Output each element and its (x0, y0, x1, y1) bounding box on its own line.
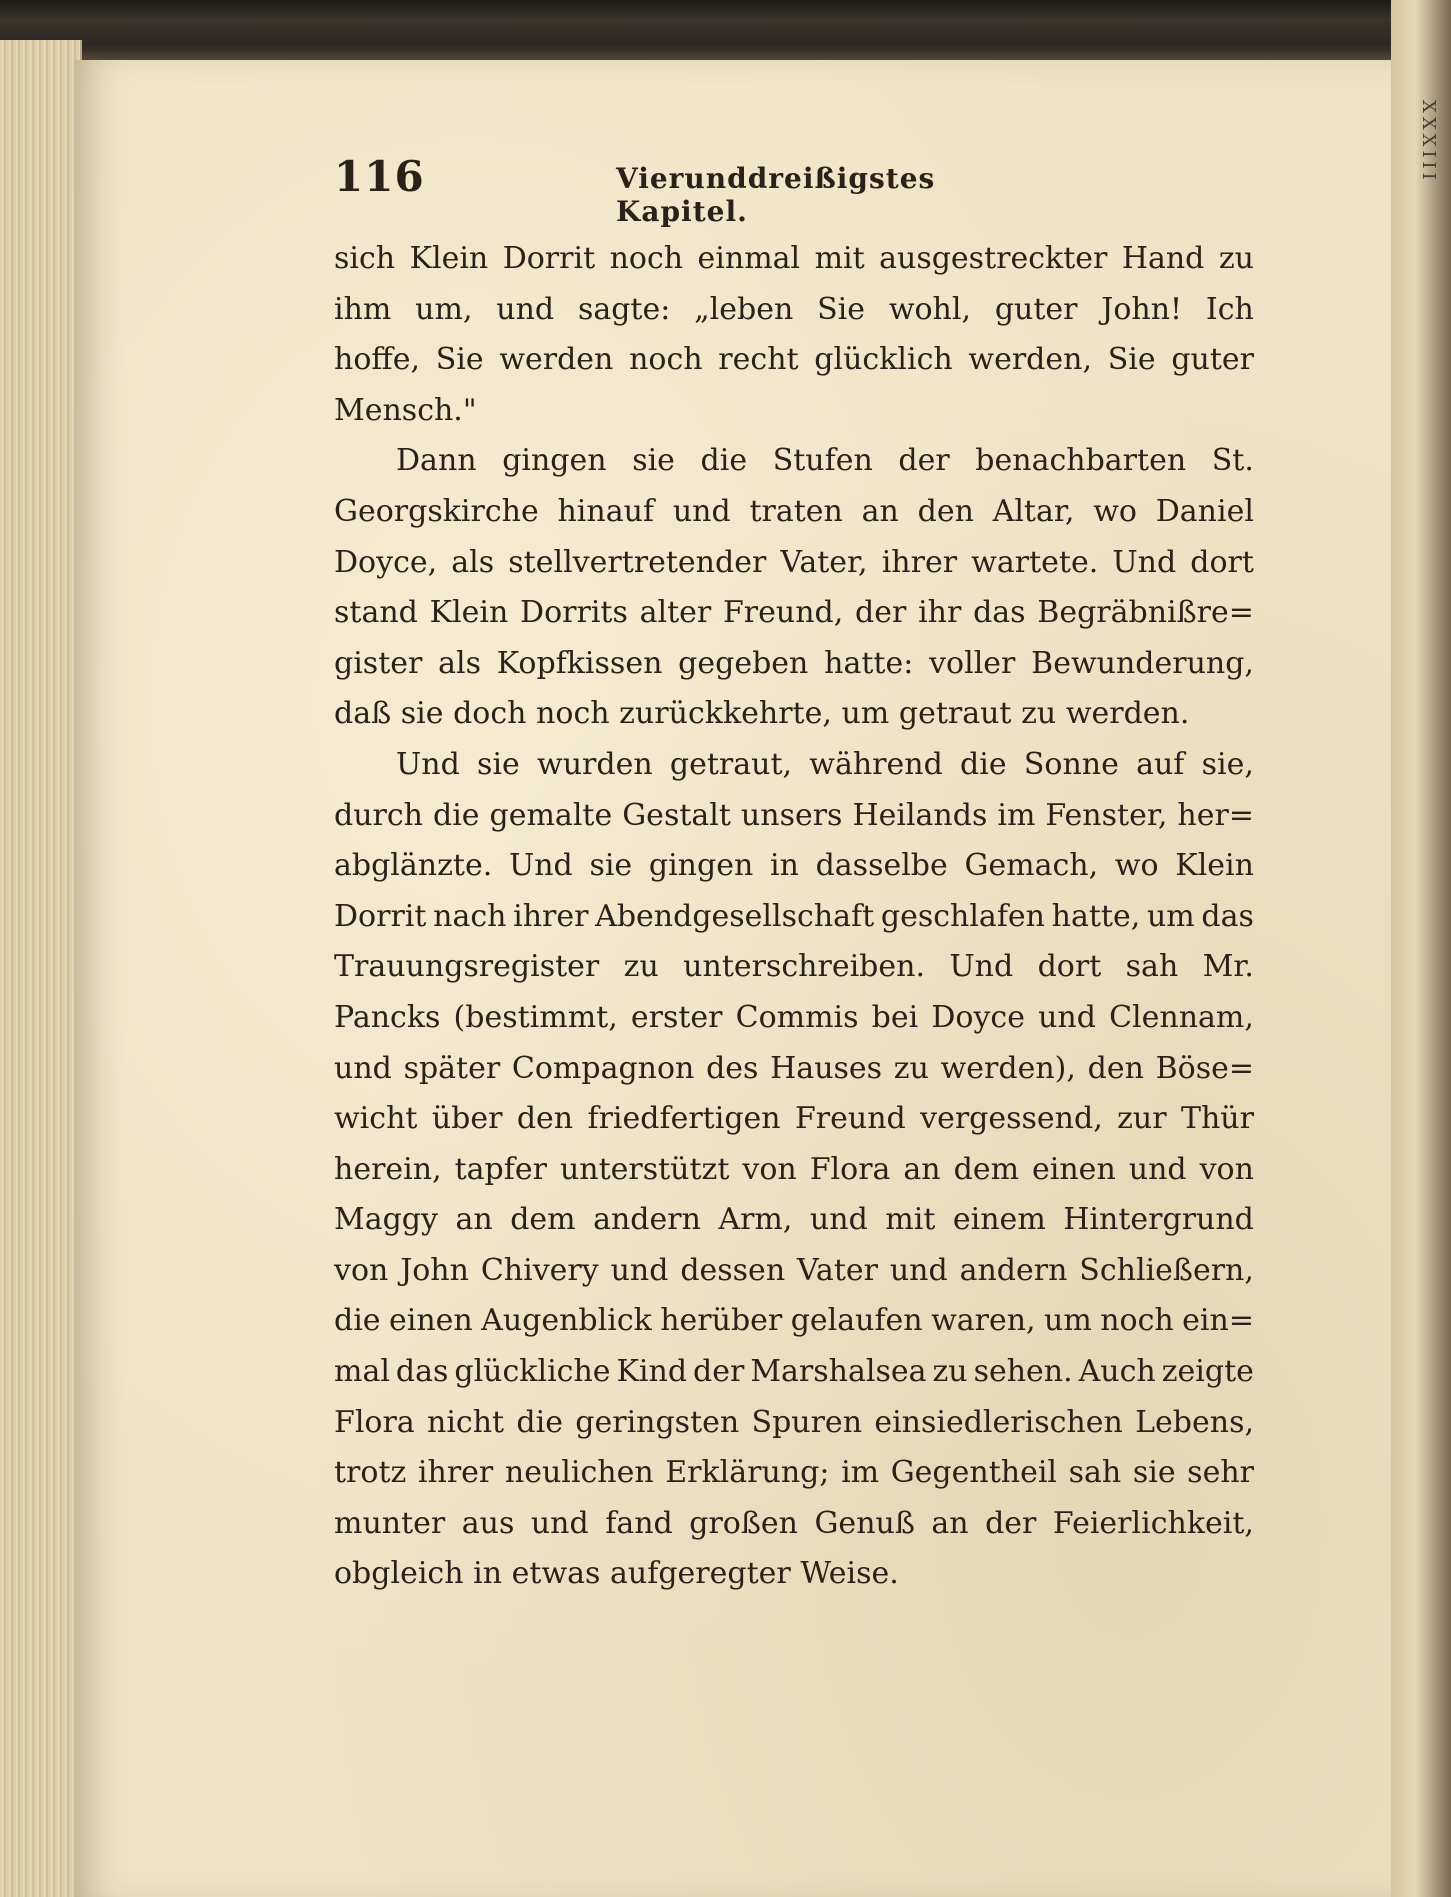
text-line: Und sie wurden getraut, während die Sonne auf sie, (396, 746, 1254, 782)
text-line: sich Klein Dorrit noch einmal mit ausgestreckter Hand zu (334, 241, 1254, 276)
text-line: durch die gemalte Gestalt unsers Heilands im Fenster, her= (334, 797, 1254, 833)
text-line: gister als Kopfkissen gegeben hatte: voller Bewunderung, (334, 645, 1254, 681)
book-right-edge (1391, 0, 1451, 1897)
text-line: Dann gingen sie die Stufen der benachbarten St. (396, 443, 1254, 479)
book-page-edges (0, 40, 82, 1897)
text-line: hoffe, Sie werden noch recht glücklich werden, Sie guter (334, 342, 1254, 378)
body-text (334, 234, 1254, 1600)
text-line: abglänzte. Und sie gingen in dasselbe Gemach, wo Klein (334, 848, 1254, 884)
text-line: herein, tapfer unterstützt von Flora an dem einen und von (334, 1151, 1254, 1187)
page-header (334, 152, 1004, 228)
page-number: 116 (334, 152, 425, 201)
text-line: Georgskirche hinauf und traten an den Altar, wo Daniel (334, 493, 1254, 529)
text-line: die einen Augenblick herüber gelaufen waren, um noch ein= (334, 1303, 1254, 1339)
text-line: wicht über den friedfertigen Freund vergessend, zur Thür (334, 1101, 1254, 1137)
text-line: Maggy an dem andern Arm, und mit einem Hintergrund (334, 1202, 1254, 1238)
text-line: und später Compagnon des Hauses zu werden), den Böse= (334, 1050, 1254, 1086)
text-line: Mensch." (334, 392, 477, 428)
text-line: daß sie doch noch zurückkehrte, um getraut zu werden. (334, 696, 1190, 732)
text-line: Flora nicht die geringsten Spuren einsiedlerischen Lebens, (334, 1404, 1254, 1440)
text-line: stand Klein Dorrits alter Freund, der ihr das Begräbnißre= (334, 595, 1254, 631)
text-line: von John Chivery und dessen Vater und andern Schließern, (334, 1252, 1254, 1288)
text-line: trotz ihrer neulichen Erklärung; im Gegentheil sah sie sehr (334, 1455, 1254, 1491)
running-title: Vierunddreißigstes Kapitel. (616, 162, 936, 228)
text-line: ihm um, und sagte: „leben Sie wohl, guter John! Ich (334, 291, 1254, 327)
text-line: obgleich in etwas aufgeregter Weise. (334, 1556, 899, 1592)
text-line: mal das glückliche Kind der Marshalsea zu sehen. Auch zeigte (334, 1354, 1254, 1390)
text-line: Doyce, als stellvertretender Vater, ihrer wartete. Und dort (334, 544, 1254, 580)
text-line: Pancks (bestimmt, erster Commis bei Doyce und Clennam, (334, 999, 1254, 1035)
text-line: Dorrit nach ihrer Abendgesellschaft geschlafen hatte, um das (334, 898, 1254, 934)
text-line: munter aus und fand großen Genuß an der Feierlichkeit, (334, 1505, 1254, 1541)
text-line: Trauungsregister zu unterschreiben. Und dort sah Mr. (334, 949, 1254, 985)
side-chapter-mark: XXXIII (1418, 100, 1439, 184)
